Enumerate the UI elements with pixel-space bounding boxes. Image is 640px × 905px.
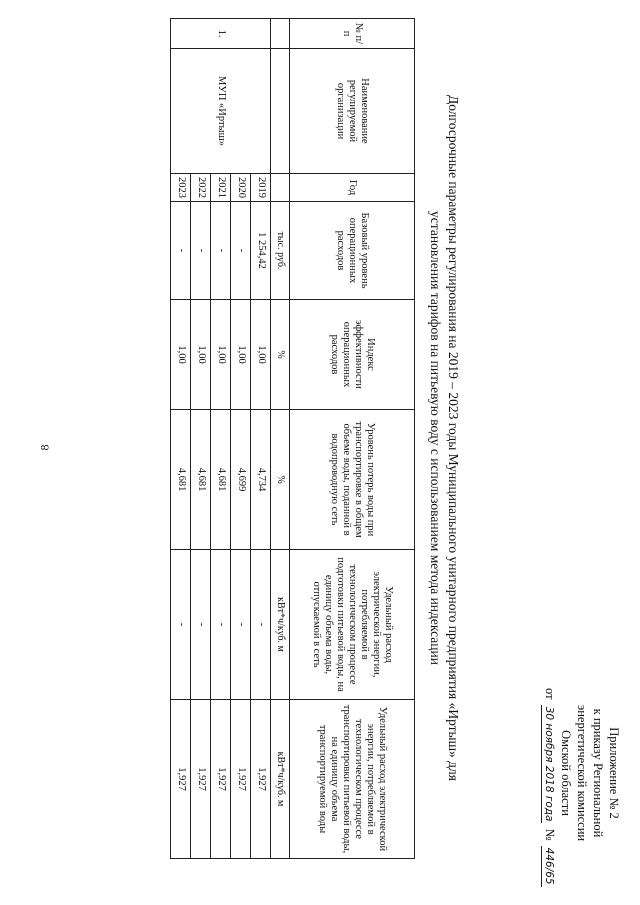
- page-number: 8: [37, 444, 52, 451]
- header-row: [290, 19, 415, 859]
- cell-index: 1,00: [171, 300, 191, 410]
- appendix-line-2: к приказу Региональной: [591, 708, 605, 838]
- cell-transport: 1,927: [191, 700, 211, 859]
- parameters-table: [170, 18, 415, 859]
- header-year: Год: [290, 174, 415, 202]
- cell-prep: -: [171, 550, 191, 700]
- header-water-loss: Уровень потерь воды при транспортировке в общем объеме воды, поданной в водопроводную сеть: [290, 410, 415, 550]
- header-efficiency-index: Индекс эффективности операционных расходов: [290, 300, 415, 410]
- unit-loss: %: [271, 410, 290, 550]
- title-line-2: установления тарифов на питьевую воду с использованием метода индексации: [428, 211, 444, 665]
- unit-base: тыс. руб.: [271, 202, 290, 300]
- appendix-line-1: Приложение № 2: [607, 727, 621, 819]
- cell-year: 2022: [191, 174, 211, 202]
- number-prefix: №: [543, 828, 557, 841]
- unit-empty: [271, 19, 290, 49]
- unit-empty: [271, 174, 290, 202]
- cell-index: 1,00: [211, 300, 231, 410]
- title-line-1: Долгосрочные параметры регулирования на 2019 – 2023 годы Муниципального унитарного предприятия «Иртыш» для: [446, 95, 461, 781]
- handwritten-date: 30 ноября 2018 года: [541, 705, 555, 824]
- unit-transport: кВт*ч/куб. м: [271, 700, 290, 859]
- cell-prep: -: [231, 550, 251, 700]
- cell-year: 2019: [251, 174, 271, 202]
- header-number: № п/п: [290, 19, 415, 49]
- cell-year: 2020: [231, 174, 251, 202]
- appendix-date-line: [541, 688, 558, 885]
- cell-loss: 4,681: [191, 410, 211, 550]
- header-org-name: Наименование регулируемой организации: [290, 49, 415, 174]
- rotated-page: [175, 8, 630, 885]
- document-title: [427, 33, 462, 843]
- appendix-line-3: энергетической комиссии: [575, 704, 589, 842]
- unit-empty: [271, 49, 290, 174]
- org-number: 1.: [171, 19, 271, 49]
- cell-prep: -: [191, 550, 211, 700]
- cell-transport: 1,927: [251, 700, 271, 859]
- cell-base: -: [191, 202, 211, 300]
- cell-prep: -: [211, 550, 231, 700]
- cell-transport: 1,927: [211, 700, 231, 859]
- cell-loss: 4,681: [171, 410, 191, 550]
- handwritten-number: 446/65: [541, 846, 555, 887]
- cell-base: -: [211, 202, 231, 300]
- unit-index: %: [271, 300, 290, 410]
- cell-loss: 4,681: [211, 410, 231, 550]
- unit-prep: кВт*ч/куб. м: [271, 550, 290, 700]
- cell-transport: 1,927: [171, 700, 191, 859]
- units-row: [271, 19, 290, 859]
- header-base-level: Базовый уровень операционных расходов: [290, 202, 415, 300]
- appendix-line-4: Омской области: [559, 730, 573, 816]
- date-prefix: от: [543, 688, 557, 700]
- cell-prep: -: [251, 550, 271, 700]
- cell-loss: 4,734: [251, 410, 271, 550]
- org-name: МУП «Иртыш»: [171, 49, 271, 174]
- table-row: [251, 19, 271, 859]
- header-energy-preparation: Удельный расход электрической энергии, потребляемой в технологическом процессе подготовки питьевой воды, на единицу объема воды, отпускаемой в сеть: [290, 550, 415, 700]
- appendix-block: [541, 688, 622, 885]
- cell-base: -: [171, 202, 191, 300]
- cell-year: 2021: [211, 174, 231, 202]
- cell-base: -: [231, 202, 251, 300]
- cell-index: 1,00: [251, 300, 271, 410]
- header-energy-transport: Удельный расход электрической энергии, потребляемой в технологическом процессе транспортировки питьевой воды, на единицу объема транспортируемой воды: [290, 700, 415, 859]
- cell-loss: 4,699: [231, 410, 251, 550]
- cell-index: 1,00: [191, 300, 211, 410]
- cell-index: 1,00: [231, 300, 251, 410]
- cell-year: 2023: [171, 174, 191, 202]
- cell-base: 1 254,42: [251, 202, 271, 300]
- cell-transport: 1,927: [231, 700, 251, 859]
